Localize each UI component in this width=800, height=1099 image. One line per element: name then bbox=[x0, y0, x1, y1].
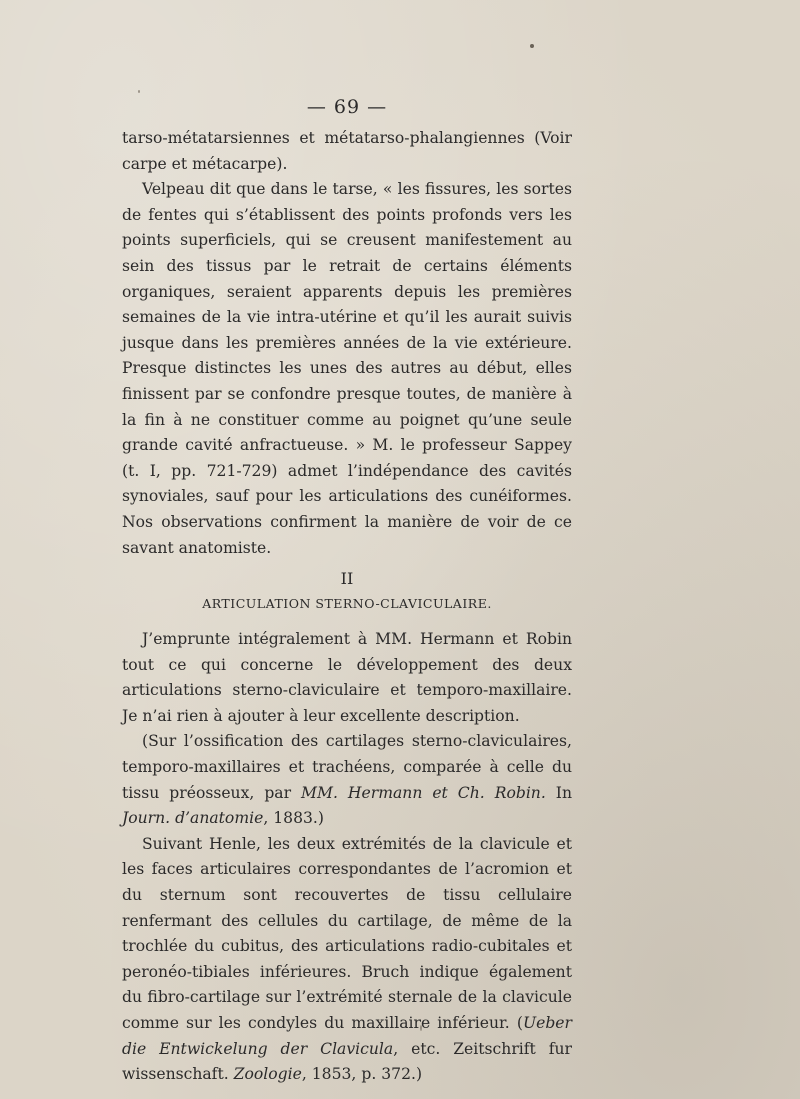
paragraph-henle bbox=[122, 832, 572, 1088]
reference-text: (Sur l’ossification des cartilages sterno-claviculaires, temporo-maxillaires et trachéens, comparée à celle du tissu préosseux, par bbox=[122, 732, 572, 802]
reference-text: In bbox=[545, 783, 572, 802]
page-body bbox=[122, 126, 572, 1088]
book-page bbox=[122, 92, 572, 1088]
paragraph-hermann-robin: J’emprunte intégralement à MM. Hermann et Robin tout ce qui concerne le développement des deux articulations sterno-claviculaire et temporo-maxillaire. Je n’ai rien à ajouter à leur excellente description. bbox=[122, 630, 572, 725]
reference-authors: MM. Hermann et Ch. Robin. bbox=[301, 783, 546, 802]
paragraph-ossification-reference bbox=[122, 729, 572, 831]
henle-text: Suivant Henle, les deux extrémités de la clavicule et les faces articulaires correspondantes de l’acromion et du sternum sont recouvertes de tissu cellulaire renfermant des cellules du cartilage, de même de la trochlée du cubitus, des articulations radio-cubitales et peronéo-tibiales inférieures. Bruch indique également du fibro-cartilage sur l’extrémité sternale de la clavicule comme sur les condyles du maxillaire inférieur. ( bbox=[122, 834, 572, 1032]
section-title: ARTICULATION STERNO-CLAVICULAIRE. bbox=[202, 596, 492, 612]
reference-text: , 1883.) bbox=[263, 809, 324, 828]
paragraph-continuation: tarso-métatarsiennes et métatarso-phalangiennes (Voir carpe et métacarpe). bbox=[122, 129, 572, 173]
paragraph-velpeau: Velpeau dit que dans le tarse, « les fissures, les sortes de fentes qui s’établissent des points profonds vers les points superficiels, qui se creusent manifestement au sein des tissus par le retrait de certains éléments organiques, seraient apparents depuis les premières semaines de la vie intra-utérine et qu’il les aurait suivis jusque dans les premières années de la vie extérieure. Presque distinctes les unes des autres au début, elles finissent par se confondre presque toutes, de manière à la fin à ne constituer comme au poignet qu’une seule grande cavité anfractueuse. » M. le professeur Sappey (t. I, pp. 721-729) admet l’indépendance des cavités synoviales, sauf pour les articulations des cunéiformes. Nos observations confirment la manière de voir de ce savant anatomiste. bbox=[122, 180, 572, 557]
section-number: II bbox=[340, 569, 354, 589]
reference-text: , etc. Zeitschrift fur wissenschaft. bbox=[122, 1039, 572, 1084]
reference-journal: Journ. d’anatomie bbox=[122, 809, 264, 828]
page-number: — 69 — bbox=[306, 96, 388, 118]
paper-speck bbox=[530, 44, 534, 48]
reference-journal: Zoologie bbox=[233, 1065, 302, 1084]
reference-work: Ueber die Entwickelung der Clavicula bbox=[122, 1014, 572, 1058]
reference-text: , 1853, p. 372.) bbox=[301, 1065, 423, 1084]
